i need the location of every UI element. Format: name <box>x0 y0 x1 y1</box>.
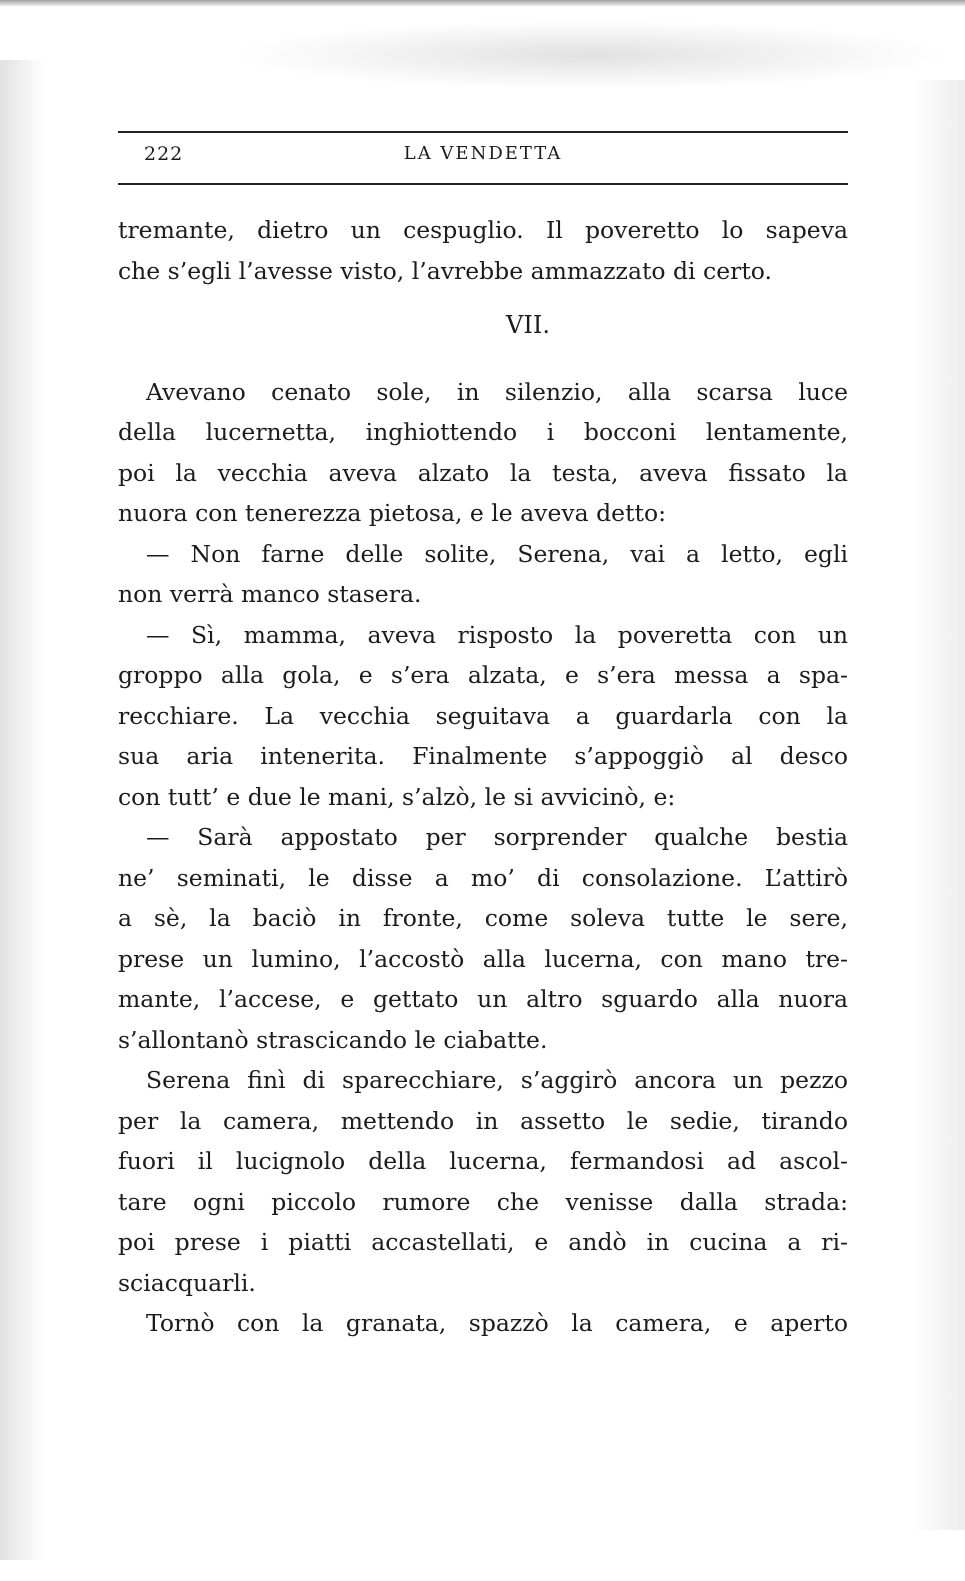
text-line: Avevano cenato sole, in silenzio, alla scarsa luce <box>146 377 848 406</box>
text-line: a sè, la baciò in fronte, come soleva tutte le sere, <box>118 904 848 932</box>
text-line: nuora con tenerezza pietosa, e le aveva detto: <box>118 499 667 527</box>
text-line: fuori il lucignolo della lucerna, fermandosi ad ascol- <box>118 1147 848 1175</box>
page-number: 222 <box>144 143 184 165</box>
text-line: per la camera, mettendo in assetto le sedie, tirando <box>118 1106 848 1135</box>
text-line: mante, l’accese, e gettato un altro sguardo alla nuora <box>118 985 848 1013</box>
text-line: prese un lumino, l’accostò alla lucerna, con mano tre- <box>118 944 848 973</box>
text-line: che s’egli l’avesse visto, l’avrebbe ammazzato di certo. <box>118 256 772 285</box>
page-top-edge <box>0 0 965 6</box>
text-line: — Sarà appostato per sorprender qualche bestia <box>146 823 848 851</box>
page-left-edge-shadow <box>0 60 45 1560</box>
text-line: della lucernetta, inghiottendo i bocconi lentamente, <box>118 418 848 446</box>
text-line: poi prese i piatti accastellati, e andò in cucina a ri- <box>118 1228 848 1256</box>
text-line: poi la vecchia aveva alzato la testa, aveva fissato la <box>118 458 848 487</box>
text-line: sua aria intenerita. Finalmente s’appoggiò al desco <box>118 742 848 770</box>
text-line: tare ogni piccolo rumore che venisse dalla strada: <box>118 1187 848 1216</box>
foxing-stain <box>230 20 950 90</box>
running-title: LA VENDETTA <box>403 143 563 164</box>
text-line: Tornò con la granata, spazzò la camera, e aperto <box>146 1309 848 1337</box>
body-text <box>118 210 848 1344</box>
text-line: — Non farne delle solite, Serena, vai a letto, egli <box>146 539 848 568</box>
text-line: s’allontanò strascicando le ciabatte. <box>118 1025 548 1054</box>
text-line: tremante, dietro un cespuglio. Il poveretto lo sapeva <box>118 216 848 244</box>
page-right-edge-shadow <box>910 80 965 1530</box>
text-line: Serena finì di sparecchiare, s’aggirò ancora un pezzo <box>146 1066 848 1094</box>
text-line: sciacquarli. <box>118 1268 256 1297</box>
text-line: recchiare. La vecchia seguitava a guardarla con la <box>118 701 848 730</box>
text-line: ne’ seminati, le disse a mo’ di consolazione. L’attirò <box>118 863 848 892</box>
text-line: non verrà manco stasera. <box>118 580 422 608</box>
text-line: — Sì, mamma, aveva risposto la poveretta con un <box>146 620 848 649</box>
text-line: con tutt’ e due le mani, s’alzò, le si avvicinò, e: <box>118 782 676 811</box>
chapter-heading: VII. <box>506 311 550 339</box>
header-rule-bottom <box>118 183 848 185</box>
text-line: groppo alla gola, e s’era alzata, e s’era messa a spa- <box>118 661 848 689</box>
running-head <box>118 143 848 175</box>
header-rule-top <box>118 131 848 133</box>
